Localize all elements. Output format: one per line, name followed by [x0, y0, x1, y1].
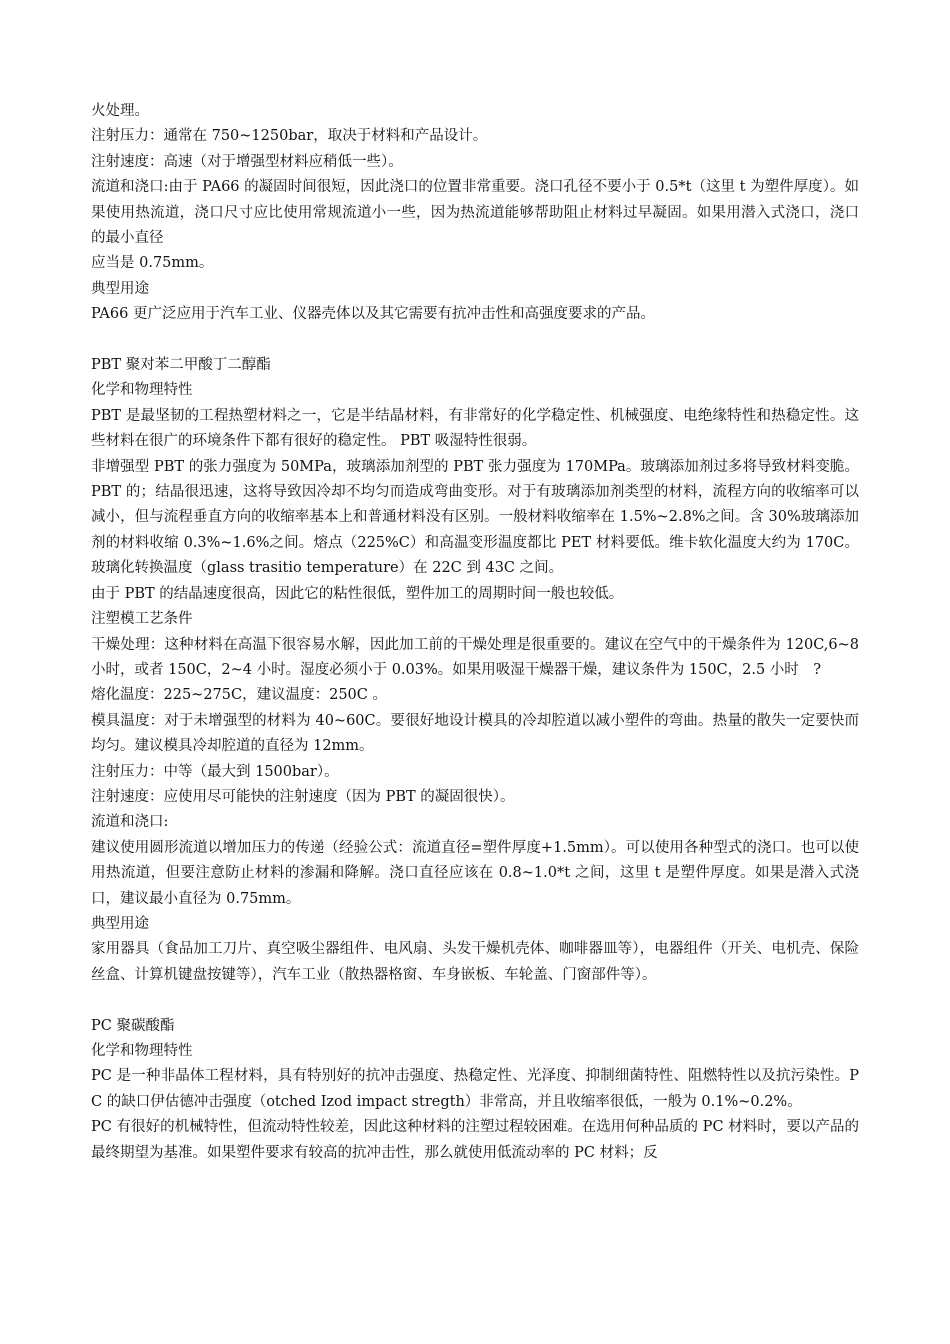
paragraph: 火处理。 [91, 103, 149, 119]
section-heading: 注塑模工艺条件 [91, 611, 193, 628]
paragraph: 建议使用圆形流道以增加压力的传递（经验公式：流道直径=塑件厚度+1.5mm）。可以使用各种型式的浇口。也可以使用热流道，但要注意防止材料的渗漏和降解。浇口直径应该在 0.8~1.0*t 之间，这里 t 是塑件厚度。如果是潜入式浇口，建议最小直径为 0.75mm。 [91, 839, 859, 907]
material-title: PBT 聚对苯二甲酸丁二醇酯 [91, 357, 271, 374]
material-title: PC 聚碳酸酯 [91, 1017, 175, 1034]
paragraph: PC 是一种非晶体工程材料，具有特别好的抗冲击强度、热稳定性、光泽度、抑制细菌特性、阻燃特性以及抗污染性。PC 的缺口伊估德冲击强度（otched Izod impact stregth）非常高，并且收缩率很低，一般为 0.1%~0.2%。 [91, 1068, 859, 1110]
paragraph: 熔化温度：225~275C，建议温度：250C 。 [91, 687, 387, 704]
paragraph: PBT 是最坚韧的工程热塑材料之一，它是半结晶材料，有非常好的化学稳定性、机械强度、电绝缘特性和热稳定性。这些材料在很广的环境条件下都有很好的稳定性。 PBT 吸湿特性很弱。 [91, 407, 859, 450]
paragraph: 注射压力：中等（最大到 1500bar）。 [91, 763, 339, 780]
paragraph: PC 有很好的机械特性，但流动特性较差，因此这种材料的注塑过程较困难。在选用何种品质的 PC 材料时，要以产品的最终期望为基准。如果塑件要求有较高的抗冲击性，那么就使用低流动率的 PC 材料；反 [91, 1119, 859, 1161]
paragraph: 注射压力：通常在 750~1250bar，取决于材料和产品设计。 [91, 128, 488, 145]
paragraph: PA66 更广泛应用于汽车工业、仪器壳体以及其它需要有抗冲击性和高强度要求的产品。 [91, 306, 655, 323]
paragraph: 应当是 0.75mm。 [91, 255, 214, 272]
blank-line [91, 328, 859, 353]
blank-line [91, 988, 859, 1013]
paragraph: 由于 PBT 的结晶速度很高，因此它的粘性很低，塑件加工的周期时间一般也较低。 [91, 585, 624, 602]
paragraph: 家用器具（食品加工刀片、真空吸尘器组件、电风扇、头发干燥机壳体、咖啡器皿等），电器组件（开关、电机壳、保险丝盒、计算机键盘按键等），汽车工业（散热器格窗、车身嵌板、车轮盖、门窗部件等）。 [91, 941, 859, 983]
paragraph: 流道和浇口:由于 PA66 的凝固时间很短，因此浇口的位置非常重要。浇口孔径不要小于 0.5*t（这里 t 为塑件厚度）。如果使用热流道，浇口尺寸应比使用常规流道小一些，因为热流道能够帮助阻止材料过早凝固。如果用潜入式浇口，浇口的最小直径 [91, 179, 859, 247]
section-heading: 化学和物理特性 [91, 1043, 193, 1059]
paragraph: 模具温度：对于未增强型的材料为 40~60C。要很好地设计模具的冷却腔道以减小塑件的弯曲。热量的散失一定要快而均匀。建议模具冷却腔道的直径为 12mm。 [91, 712, 859, 755]
section-heading: 化学和物理特性 [91, 382, 193, 399]
paragraph: 干燥处理：这种材料在高温下很容易水解，因此加工前的干燥处理是很重要的。建议在空气中的干燥条件为 120C,6~8 小时，或者 150C，2~4 小时。湿度必须小于 0.03%。如果用吸湿干燥器干燥，建议条件为 150C，2.5 小时 ? [91, 636, 859, 678]
paragraph: 流道和浇口: [91, 814, 169, 831]
section-heading: 典型用途 [91, 915, 149, 932]
document-page [91, 99, 859, 1166]
paragraph: 注射速度：高速（对于增强型材料应稍低一些）。 [91, 153, 403, 170]
paragraph: 注射速度：应使用尽可能快的注射速度（因为 PBT 的凝固很快）。 [91, 788, 515, 805]
paragraph: 非增强型 PBT 的张力强度为 50MPa，玻璃添加剂型的 PBT 张力强度为 170MPa。玻璃添加剂过多将导致材料变脆。PBT 的；结晶很迅速，这将导致因冷却不均匀而造成弯曲变形。对于有玻璃添加剂类型的材料，流程方向的收缩率可以减小，但与流程垂直方向的收缩率基本上和普通材料没有区别。一般材料收缩率在 1.5%~2.8%之间。含 30%玻璃添加剂的材料收缩 0.3%~1.6%之间。熔点（225%C）和高温变形温度都比 PET 材料要低。维卡软化温度大约为 170C。玻璃化转换温度（glass trasitio temperature）在 22C 到 43C 之间。 [91, 458, 859, 577]
section-heading: 典型用途 [91, 280, 149, 297]
